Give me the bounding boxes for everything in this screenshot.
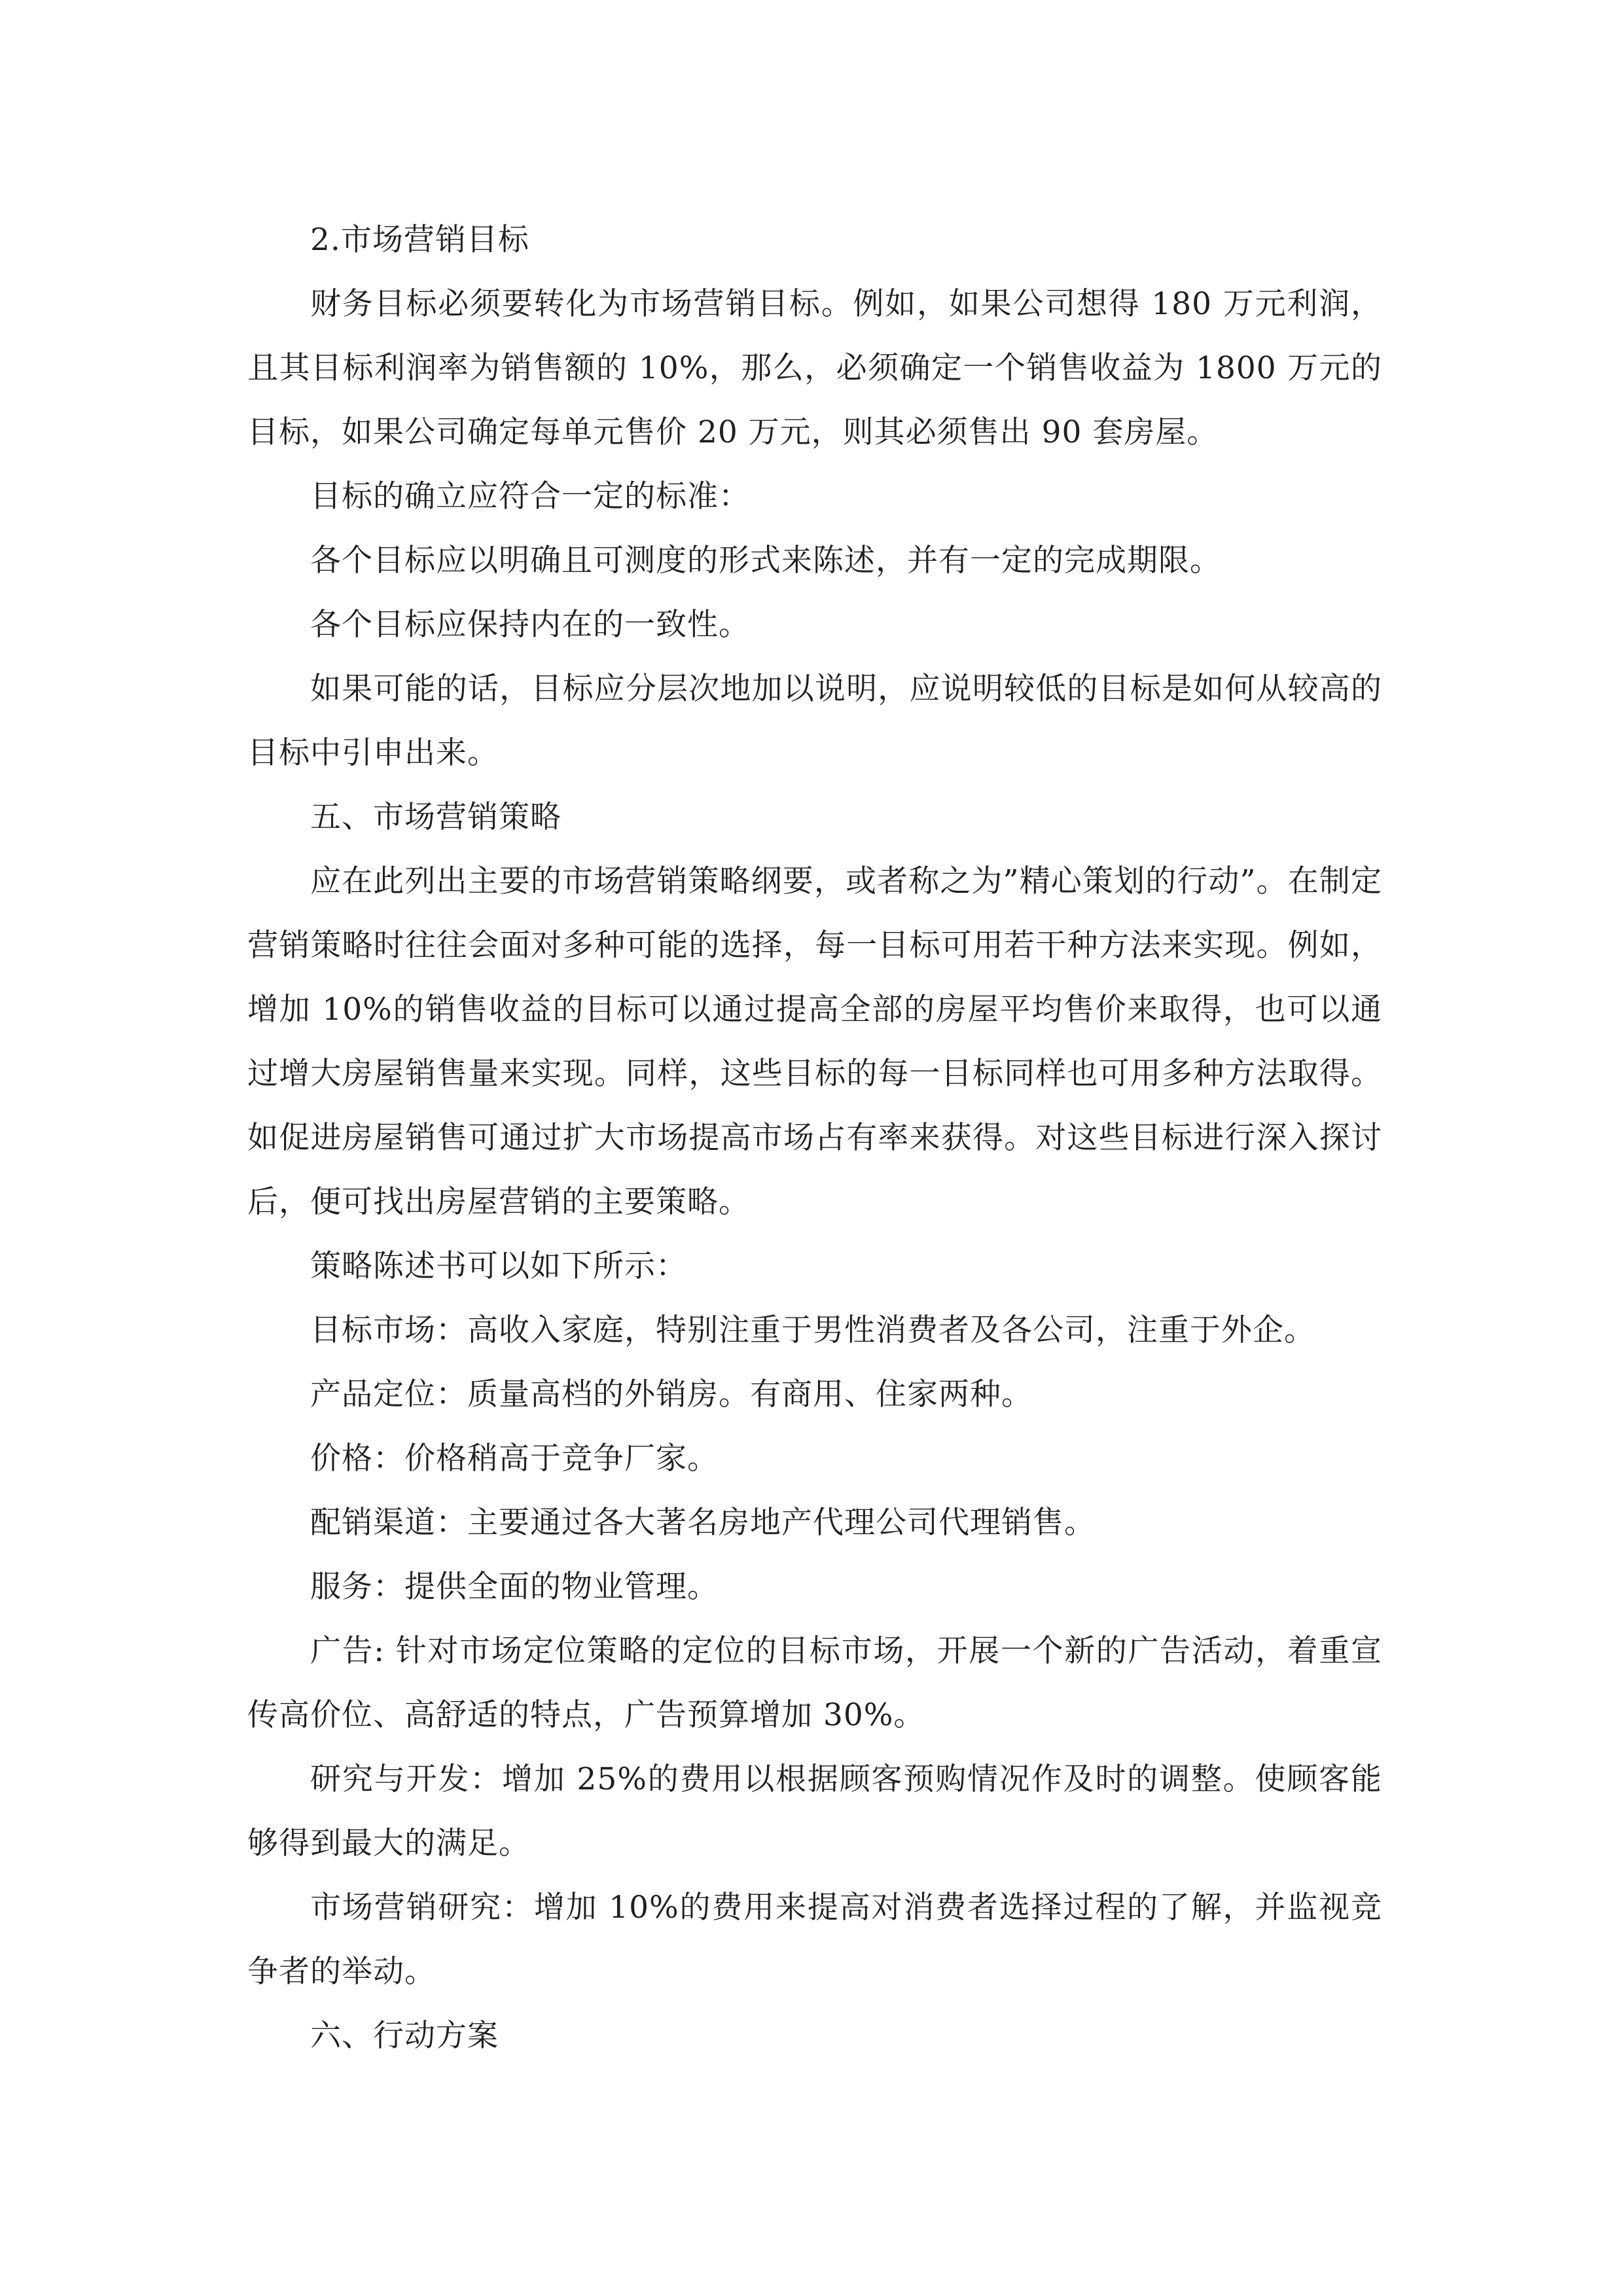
strategy-item: 研究与开发：增加 25%的费用以根据顾客预购情况作及时的调整。使顾客能够得到最大的满足。 <box>247 1761 1382 1861</box>
strategy-item: 目标市场：高收入家庭，特别注重于男性消费者及各公司，注重于外企。 <box>310 1312 1315 1348</box>
strategy-item: 配销渠道：主要通过各大著名房地产代理公司代理销售。 <box>310 1505 1096 1541</box>
document-body <box>247 208 1382 2068</box>
strategy-item: 市场营销研究：增加 10%的费用来提高对消费者选择过程的了解，并监视竞争者的举动。 <box>247 1890 1382 1990</box>
body-paragraph: 应在此列出主要的市场营销策略纲要，或者称之为”精心策划的行动”。在制定营销策略时往往会面对多种可能的选择，每一目标可用若干种方法来实现。例如，增加 10%的销售收益的目标可以通过提高全部的房屋平均售价来取得，也可以通过增大房屋销售量来实现。同样，这些目标的每一目标同样也可用多种方法取得。如促进房屋销售可通过扩大市场提高市场占有率来获得。对这些目标进行深入探讨后，便可找出房屋营销的主要策略。 <box>247 863 1382 1220</box>
body-paragraph: 如果可能的话，目标应分层次地加以说明，应说明较低的目标是如何从较高的目标中引申出来。 <box>247 671 1382 771</box>
section-heading-marketing-strategy: 五、市场营销策略 <box>310 799 562 835</box>
body-paragraph: 目标的确立应符合一定的标准： <box>310 478 750 514</box>
strategy-item: 服务：提供全面的物业管理。 <box>310 1569 719 1605</box>
strategy-item: 广告: 针对市场定位策略的定位的目标市场，开展一个新的广告活动，着重宣传高价位、高舒适的特点，广告预算增加 30%。 <box>247 1633 1382 1733</box>
section-heading-marketing-goals: 2.市场营销目标 <box>310 222 529 258</box>
body-paragraph: 各个目标应保持内在的一致性。 <box>310 607 750 643</box>
strategy-item: 价格：价格稍高于竞争厂家。 <box>310 1441 719 1477</box>
body-paragraph: 策略陈述书可以如下所示： <box>310 1248 687 1284</box>
section-heading-action-plan: 六、行动方案 <box>310 2018 499 2054</box>
strategy-item: 产品定位：质量高档的外销房。有商用、住家两种。 <box>310 1376 1033 1412</box>
body-paragraph: 各个目标应以明确且可测度的形式来陈述，并有一定的完成期限。 <box>310 543 1221 579</box>
body-paragraph: 财务目标必须要转化为市场营销目标。例如，如果公司想得 180 万元利润，且其目标利润率为销售额的 10%，那么，必须确定一个销售收益为 1800 万元的目标，如果公司确定每单元售价 20 万元，则其必须售出 90 套房屋。 <box>247 286 1382 450</box>
